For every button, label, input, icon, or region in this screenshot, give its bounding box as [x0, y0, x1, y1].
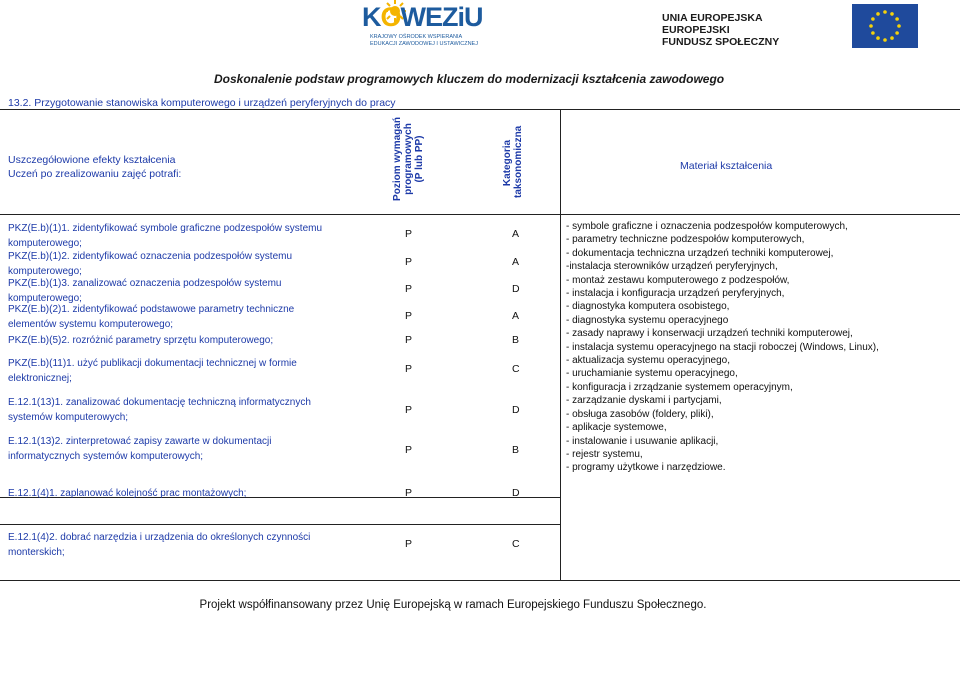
table-row-outcome: PKZ(E.b)(5)2. rozróżnić parametry sprzętu komputerowego;	[8, 335, 274, 346]
eu-star-icon	[871, 17, 875, 21]
eu-star-icon	[871, 31, 875, 35]
materials-list	[566, 220, 956, 475]
materials-list-item: - aktualizacja systemu operacyjnego,	[566, 355, 730, 367]
materials-list-item: - dokumentacja techniczna urządzeń techniki komputerowej,	[566, 247, 834, 259]
section-title: 13.2. Przygotowanie stanowiska komputerowego i urządzeń peryferyjnych do pracy	[8, 97, 396, 109]
table-row-level: P	[405, 363, 413, 375]
table-row-level: P	[405, 487, 413, 499]
table-row-level: P	[405, 256, 413, 268]
table-row-category: C	[512, 538, 520, 550]
materials-list-item: - symbole graficzne i oznaczenia podzespołów komputerowych,	[566, 221, 848, 232]
eu-star-icon	[876, 36, 880, 40]
materials-list-item: - zarządzanie dyskami i partycjami,	[566, 395, 722, 407]
materials-list-item: - diagnostyka komputera osobistego,	[566, 301, 730, 313]
eu-star-icon	[869, 24, 873, 28]
materials-list-item: -instalacja sterowników urządzeń peryferyjnych,	[566, 261, 778, 273]
table-row-category: B	[512, 334, 520, 346]
eu-star-icon	[890, 12, 894, 16]
eu-star-icon	[876, 12, 880, 16]
row-divider	[0, 524, 560, 525]
level-header: Poziom wymagań programowych (P lub PP)	[392, 117, 425, 201]
table-row-category: A	[512, 256, 520, 268]
table-row-level: P	[405, 310, 413, 322]
document-subtitle: Doskonalenie podstaw programowych kluczem do modernizacji kształcenia zawodowego	[214, 72, 725, 86]
table-row-outcome: PKZ(E.b)(1)3. zanalizować oznaczenia podzespołów systemu komputerowego;	[8, 278, 282, 304]
table-row-category: C	[512, 363, 520, 375]
materials-list-item: - aplikacje systemowe,	[566, 422, 667, 434]
table-row-outcome: E.12.1(4)2. dobrać narzędzia i urządzenia do określonych czynności monterskich;	[8, 532, 311, 558]
eu-star-icon	[883, 10, 887, 14]
table-row-category: D	[512, 283, 520, 295]
table-row-category: A	[512, 228, 520, 240]
table-row-level: P	[405, 538, 413, 550]
table-top-border	[0, 109, 960, 110]
materials-list-item: - montaż zestawu komputerowego z podzespołów,	[566, 274, 790, 286]
materials-list-item: - rejestr systemu,	[566, 448, 643, 460]
table-row-level: P	[405, 228, 413, 240]
materials-list-item: - instalacja systemu operacyjnego na stacji roboczej (Windows, Linux),	[566, 341, 879, 353]
eu-star-icon	[895, 17, 899, 21]
eu-star-icon	[890, 36, 894, 40]
eu-star-icon	[895, 31, 899, 35]
materials-list-item: - instalacja i konfiguracja urządzeń peryferyjnych,	[566, 288, 785, 300]
table-row-level: P	[405, 404, 413, 416]
materials-list-item: - programy użytkowe i narzędziowe.	[566, 462, 726, 474]
table-row-outcome: E.12.1(13)2. zinterpretować zapisy zawarte w dokumentacji informatycznych systemów komputerowych;	[8, 436, 272, 462]
table-row-category: A	[512, 310, 520, 322]
table-row-level: P	[405, 444, 413, 456]
materials-header: Materiał kształcenia	[680, 160, 773, 172]
materials-list-item: - uruchamianie systemu operacyjnego,	[566, 368, 738, 380]
table-row-category: D	[512, 487, 520, 499]
eu-logo-text: UNIA EUROPEJSKA EUROPEJSKI FUNDUSZ SPOŁECZNY	[662, 12, 780, 48]
table-row-outcome: PKZ(E.b)(1)1. zidentyfikować symbole graficzne podzespołów systemu komputerowego;	[8, 223, 323, 249]
table-row-level: P	[405, 283, 413, 295]
table-row-level: P	[405, 334, 413, 346]
column-divider	[560, 109, 561, 581]
footer-note: Projekt współfinansowany przez Unię Europejską w ramach Europejskiego Funduszu Społecznego.	[199, 599, 707, 611]
table-row-category: B	[512, 444, 520, 456]
table-row-category: D	[512, 404, 520, 416]
kowezu-logo	[362, 0, 502, 52]
kowezu-logo-text: KOWEZiU	[362, 2, 483, 32]
table-row-outcome: E.12.1(13)1. zanalizować dokumentację techniczną informatycznych systemów komputerowych;	[8, 397, 311, 423]
materials-list-item: - instalowanie i usuwanie aplikacji,	[566, 435, 719, 447]
outcomes-header: Uszczegółowione efekty kształcenia Uczeń po zrealizowaniu zajęć potrafi:	[8, 154, 182, 180]
category-header: Kategoria taksonomiczna	[502, 125, 524, 198]
table-bottom-border	[0, 580, 960, 581]
table-header-border	[0, 214, 960, 215]
table-row-outcome: PKZ(E.b)(11)1. użyć publikacji dokumentacji technicznej w formie elektronicznej;	[8, 358, 297, 384]
table-row-outcome: E.12.1(4)1. zaplanować kolejność prac montażowych;	[8, 488, 247, 499]
kowezu-logo-subtitle: KRAJOWY OŚRODEK WSPIERANIA EDUKACJI ZAWODOWEJ I USTAWICZNEJ	[370, 34, 478, 47]
materials-list-item: - diagnostyka systemu operacyjnego	[566, 314, 729, 326]
eu-flag-icon	[852, 4, 918, 48]
materials-list-item: - parametry techniczne podzespołów komputerowych,	[566, 234, 805, 246]
materials-list-item: - konfiguracja i zrządzanie systemem operacyjnym,	[566, 381, 793, 393]
table-row-outcome: PKZ(E.b)(2)1. zidentyfikować podstawowe parametry techniczne elementów systemu komputerowego;	[8, 304, 295, 330]
table-row-outcome: PKZ(E.b)(1)2. zidentyfikować oznaczenia podzespołów systemu komputerowego;	[8, 251, 293, 277]
eu-star-icon	[883, 38, 887, 42]
materials-list-item: - zasady naprawy i konserwacji urządzeń techniki komputerowej,	[566, 328, 853, 340]
materials-list-item: - obsługa zasobów (foldery, pliki),	[566, 408, 714, 420]
eu-star-icon	[897, 24, 901, 28]
